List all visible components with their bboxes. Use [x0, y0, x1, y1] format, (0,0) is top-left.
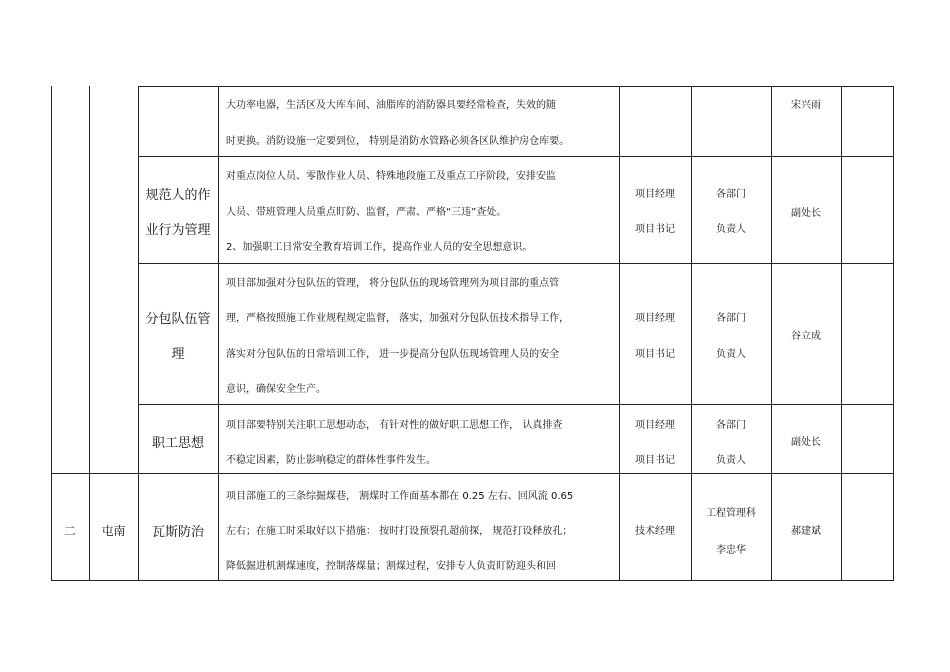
table-vline	[218, 86, 219, 580]
row4-category: 职工思想	[151, 436, 204, 451]
row3-desc-line3: 落实对分包队伍的日常培训工作， 进一步提高分包队伍现场管理人员的安全	[226, 349, 560, 360]
table-vline	[89, 86, 90, 580]
row2-desc-line2: 人员、带班管理人员重点盯防、监督，严肃、严格“三违”查处。	[226, 207, 507, 218]
row5-supervisor: 郝建斌	[791, 526, 821, 537]
row2-supervisor: 副处长	[791, 208, 821, 219]
row5-unit: 屯南	[101, 524, 126, 538]
row2-desc-line3: 2、加强职工日常安全教育培训工作，提高作业人员的安全思想意识。	[226, 242, 533, 253]
row3-desc-line2: 理，严格按照施工作业规程规定监督， 落实，加强对分包队伍技术指导工作，	[226, 313, 570, 324]
table-hline	[51, 473, 894, 474]
table-hline	[138, 86, 894, 87]
table-vline	[619, 86, 620, 580]
row2-dept-line1: 各部门	[716, 189, 746, 200]
row5-desc-line2: 左右；在施工时采取好以下措施： 按时打设预裂孔超前探， 规范打设释放孔；	[226, 526, 573, 537]
row5-dept-line1: 工程管理科	[706, 508, 756, 519]
row1-responsible: 宋兴雨	[791, 100, 821, 111]
table-vline	[51, 86, 52, 580]
row4-supervisor: 副处长	[791, 437, 821, 448]
row4-desc-line1: 项目部要特别关注职工思想动态， 有针对性的做好职工思想工作， 认真排查	[226, 420, 563, 431]
table-hline	[138, 404, 894, 405]
row5-dept-line2: 李忠华	[716, 545, 746, 556]
row2-lead-line2: 项目书记	[635, 224, 675, 235]
row5-seq-number: 二	[63, 524, 76, 538]
row3-dept-line1: 各部门	[716, 313, 746, 324]
row5-desc-line3: 降低掘进机割煤速度，控制落煤量；割煤过程，安排专人负责盯防迎头和回	[226, 561, 556, 572]
table-vline	[841, 86, 842, 580]
row4-desc-line2: 不稳定因素，防止影响稳定的群体性事件发生。	[226, 455, 436, 466]
row3-lead-line1: 项目经理	[635, 313, 675, 324]
row3-category-line2: 理	[171, 347, 185, 362]
row2-lead-line1: 项目经理	[635, 189, 675, 200]
row2-category-line1: 规范人的作	[145, 188, 211, 203]
table-hline	[138, 156, 894, 157]
row5-desc-line1: 项目部施工的三条综掘煤巷， 割煤时工作面基本都在 0.25 左右、回风流 0.65	[226, 491, 574, 502]
row4-dept-line1: 各部门	[716, 420, 746, 431]
row5-lead: 技术经理	[635, 526, 675, 537]
table-hline	[138, 263, 894, 264]
row4-lead-line2: 项目书记	[635, 455, 675, 466]
row3-lead-line2: 项目书记	[635, 349, 675, 360]
row3-dept-line2: 负责人	[716, 349, 746, 360]
row2-dept-line2: 负责人	[716, 224, 746, 235]
row2-desc-line1: 对重点岗位人员、零散作业人员、特殊地段施工及重点工序阶段，安排安监	[226, 171, 556, 182]
row5-category: 瓦斯防治	[151, 525, 204, 540]
row3-category-line1: 分包队伍管	[145, 312, 211, 327]
row3-supervisor: 谷立成	[791, 331, 821, 342]
row3-desc-line4: 意识，确保安全生产。	[226, 384, 326, 395]
table-hline	[51, 580, 894, 581]
table-vline	[893, 86, 894, 580]
row3-desc-line1: 项目部加强对分包队伍的管理， 将分包队伍的现场管理列为项目部的重点管	[226, 278, 560, 289]
row1-desc-line1: 大功率电器，生活区及大库车间、油脂库的消防器具要经常检查，失效的随	[226, 100, 556, 111]
row4-dept-line2: 负责人	[716, 455, 746, 466]
row4-lead-line1: 项目经理	[635, 420, 675, 431]
row1-desc-line2: 时更换。消防设施一定要到位， 特别是消防水管路必须各区队维护房仓库要。	[226, 136, 570, 147]
table-vline	[138, 86, 139, 580]
row2-category-line2: 业行为管理	[145, 223, 211, 238]
